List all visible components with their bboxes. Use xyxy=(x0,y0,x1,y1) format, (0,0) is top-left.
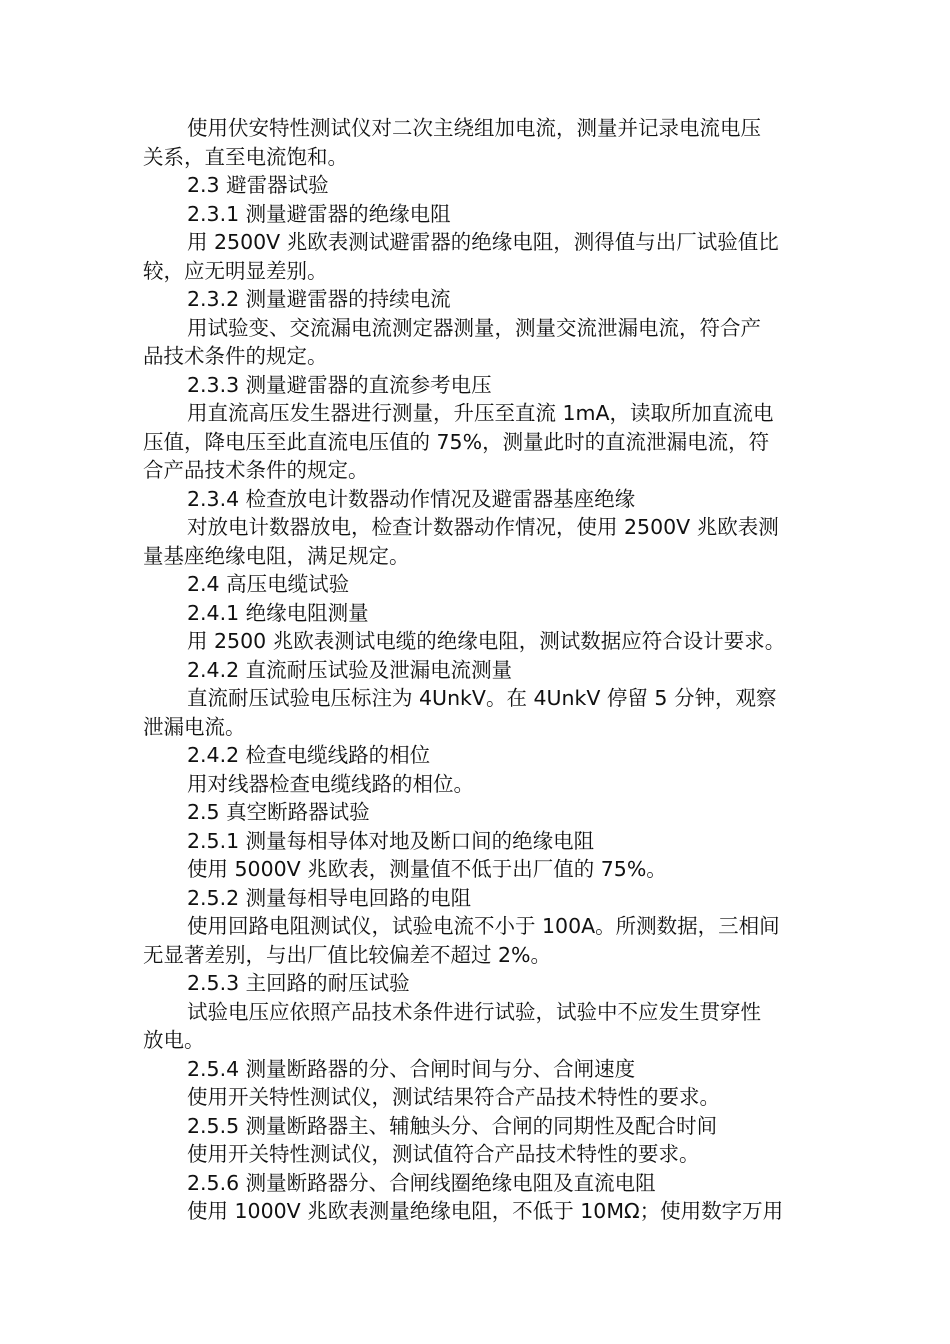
body-paragraph-p242b xyxy=(143,770,807,799)
section-heading-h25 xyxy=(143,798,807,827)
body-paragraph-p233 xyxy=(143,399,807,485)
text-line: 2.3.1 测量避雷器的绝缘电阻 xyxy=(187,201,451,226)
section-heading-h252 xyxy=(143,884,807,913)
body-paragraph-p252 xyxy=(143,912,807,969)
body-paragraph-p253 xyxy=(143,998,807,1055)
text-line: 用对线器检查电缆线路的相位。 xyxy=(187,771,474,796)
section-heading-h256 xyxy=(143,1169,807,1198)
text-line: 量基座绝缘电阻，满足规定。 xyxy=(143,543,410,568)
section-heading-h23 xyxy=(143,171,807,200)
text-line: 2.4.2 直流耐压试验及泄漏电流测量 xyxy=(187,657,513,682)
text-line: 较，应无明显差别。 xyxy=(143,258,328,283)
text-line: 2.4 高压电缆试验 xyxy=(187,572,350,596)
text-line: 放电。 xyxy=(143,1028,205,1052)
body-paragraph-p231 xyxy=(143,228,807,285)
body-paragraph-p251 xyxy=(143,855,807,884)
text-line: 用直流高压发生器进行测量，升压至直流 1mA，读取所加直流电 xyxy=(187,401,774,425)
text-line: 使用回路电阻测试仪，试验电流不小于 100A。所测数据，三相间 xyxy=(187,914,780,938)
text-line: 用试验变、交流漏电流测定器测量，测量交流泄漏电流，符合产 xyxy=(187,315,761,340)
text-line: 2.3 避雷器试验 xyxy=(187,173,329,197)
text-line: 2.4.2 检查电缆线路的相位 xyxy=(187,743,431,767)
text-line: 泄漏电流。 xyxy=(143,714,246,739)
text-line: 2.5 真空断路器试验 xyxy=(187,800,370,824)
text-line: 使用 5000V 兆欧表，测量值不低于出厂值的 75%。 xyxy=(187,857,667,881)
section-heading-h253 xyxy=(143,969,807,998)
text-line: 关系，直至电流饱和。 xyxy=(143,144,348,169)
body-paragraph-p255 xyxy=(143,1140,807,1169)
section-heading-h242a xyxy=(143,656,807,685)
body-paragraph-p242a xyxy=(143,684,807,741)
section-heading-h231 xyxy=(143,200,807,229)
body-paragraph-p256 xyxy=(143,1197,807,1226)
section-heading-h242b xyxy=(143,741,807,770)
text-line: 直流耐压试验电压标注为 4UnkV。在 4UnkV 停留 5 分钟，观察 xyxy=(187,686,777,710)
section-heading-h251 xyxy=(143,827,807,856)
text-line: 使用开关特性测试仪，测试结果符合产品技术特性的要求。 xyxy=(187,1085,720,1109)
text-line: 2.3.3 测量避雷器的直流参考电压 xyxy=(187,372,492,397)
text-line: 2.5.3 主回路的耐压试验 xyxy=(187,971,410,995)
section-heading-h232 xyxy=(143,285,807,314)
text-line: 合产品技术条件的规定。 xyxy=(143,458,369,482)
text-line: 2.3.2 测量避雷器的持续电流 xyxy=(187,287,451,311)
section-heading-h254 xyxy=(143,1055,807,1084)
text-line: 用 2500V 兆欧表测试避雷器的绝缘电阻，测得值与出厂试验值比 xyxy=(187,230,779,254)
text-line: 对放电计数器放电，检查计数器动作情况，使用 2500V 兆欧表测 xyxy=(187,515,779,539)
section-heading-h255 xyxy=(143,1112,807,1141)
body-paragraph-p234 xyxy=(143,513,807,570)
text-line: 压值，降电压至此直流电压值的 75%，测量此时的直流泄漏电流，符 xyxy=(143,429,770,454)
body-paragraph-p1 xyxy=(143,114,807,171)
body-paragraph-p232 xyxy=(143,314,807,371)
text-line: 无显著差别，与出厂值比较偏差不超过 2%。 xyxy=(143,942,552,967)
text-line: 2.4.1 绝缘电阻测量 xyxy=(187,600,369,625)
text-line: 2.5.1 测量每相导体对地及断口间的绝缘电阻 xyxy=(187,828,595,853)
text-line: 使用开关特性测试仪，测试值符合产品技术特性的要求。 xyxy=(187,1142,700,1166)
text-line: 2.5.5 测量断路器主、辅触头分、合闸的同期性及配合时间 xyxy=(187,1113,718,1138)
body-paragraph-p241 xyxy=(143,627,807,656)
section-heading-h24 xyxy=(143,570,807,599)
body-paragraph-p254 xyxy=(143,1083,807,1112)
text-line: 试验电压应依照产品技术条件进行试验，试验中不应发生贯穿性 xyxy=(187,999,761,1024)
section-heading-h234 xyxy=(143,485,807,514)
text-line: 2.3.4 检查放电计数器动作情况及避雷器基座绝缘 xyxy=(187,486,636,511)
text-line: 使用 1000V 兆欧表测量绝缘电阻，不低于 10MΩ；使用数字万用 xyxy=(187,1199,784,1223)
text-line: 2.5.2 测量每相导电回路的电阻 xyxy=(187,885,472,910)
text-line: 品技术条件的规定。 xyxy=(143,344,328,368)
text-line: 使用伏安特性测试仪对二次主绕组加电流，测量并记录电流电压 xyxy=(187,116,761,140)
section-heading-h233 xyxy=(143,371,807,400)
text-line: 用 2500 兆欧表测试电缆的绝缘电阻，测试数据应符合设计要求。 xyxy=(187,629,786,653)
section-heading-h241 xyxy=(143,599,807,628)
text-line: 2.5.4 测量断路器的分、合闸时间与分、合闸速度 xyxy=(187,1056,636,1081)
document-page xyxy=(143,114,807,1226)
text-line: 2.5.6 测量断路器分、合闸线圈绝缘电阻及直流电阻 xyxy=(187,1170,656,1195)
